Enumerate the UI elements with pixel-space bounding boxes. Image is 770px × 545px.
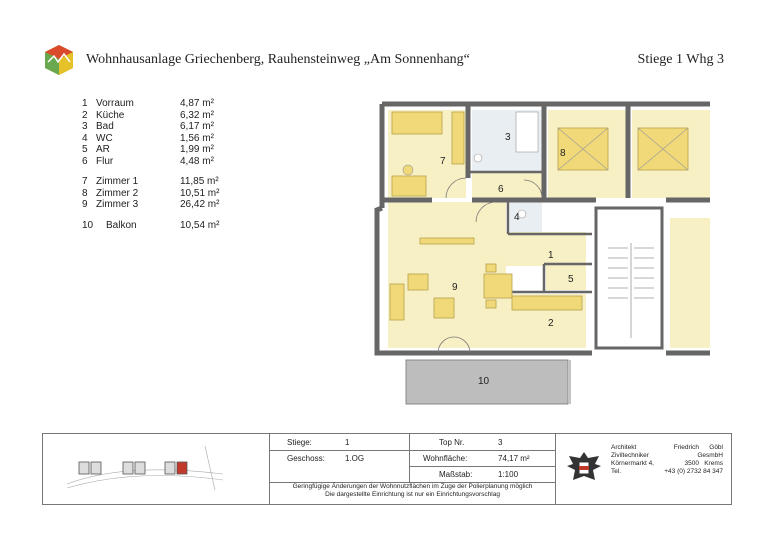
room-row: 1 Vorraum 4,87 m² (82, 98, 214, 109)
top-value: 3 (498, 438, 503, 447)
room-row: 7 Zimmer 1 11,85 m² (82, 176, 219, 187)
wohnflaeche-label: Wohnfläche: (423, 454, 468, 463)
room-list (82, 98, 232, 231)
architect-block: Architekt Friedrich Göbl Ziviltechniker GesmbH Körnermarkt 4, 3500 Krems Tel. +43 (0) 2732 84 347 (611, 444, 723, 475)
room-6-fill (472, 172, 542, 198)
room-row: 2 Küche 6,32 m² (82, 109, 214, 121)
plan-label-7: 7 (440, 156, 446, 167)
sofa (390, 284, 404, 320)
plan-label-8: 8 (560, 148, 566, 159)
room-row: 6 Flur 4,48 m² (82, 155, 214, 167)
bed-7 (392, 112, 442, 134)
eagle-emblem-icon (565, 448, 603, 488)
highlighted-building (177, 462, 187, 474)
plan-label-10: 10 (478, 376, 490, 387)
stiege-label: Stiege: (287, 438, 312, 447)
chair-2 (486, 300, 496, 308)
plan-label-6: 6 (498, 184, 504, 195)
geschoss-value: 1.OG (345, 454, 365, 463)
room-5-fill (546, 266, 586, 290)
stair-rail (420, 238, 474, 244)
top-label: Top Nr. (439, 438, 465, 447)
dining-table (484, 274, 512, 298)
desk-7 (392, 176, 426, 196)
room-row: 9 Zimmer 3 26,42 m² (82, 199, 220, 210)
page-title: Wohnhausanlage Griechenberg, Rauhensteinweg „Am Sonnenhang“ (86, 52, 470, 67)
kitchen-counter (512, 296, 582, 310)
massstab-label: Maßstab: (439, 470, 473, 479)
plan-label-4: 4 (514, 212, 520, 223)
room-row: 4 WC 1,56 m² (82, 132, 214, 144)
wohnflaeche-value: 74,17 m² (498, 454, 530, 463)
stiege-value: 1 (345, 438, 350, 447)
room-1-fill (506, 232, 586, 266)
plan-label-2: 2 (548, 318, 554, 329)
plan-label-9: 9 (452, 282, 458, 293)
wardrobe-7 (452, 112, 464, 164)
unit-identifier: Stiege 1 Whg 3 (637, 52, 724, 67)
plan-label-3: 3 (505, 132, 511, 143)
armchair-1 (408, 274, 428, 290)
massstab-value: 1:100 (498, 470, 519, 479)
site-plan-thumbnail (65, 444, 225, 492)
plan-label-1: 1 (548, 250, 554, 261)
neighbor-right-fill (670, 218, 710, 348)
room-row: 5 AR 1,99 m² (82, 144, 214, 155)
room-row: 10 Balkon 10,54 m² (82, 219, 220, 231)
room-row: 8 Zimmer 2 10,51 m² (82, 187, 220, 199)
armchair-2 (434, 298, 454, 318)
geschoss-label: Geschoss: (287, 454, 325, 463)
plan-label-5: 5 (568, 274, 574, 285)
chair-1 (486, 264, 496, 272)
room-row: 3 Bad 6,17 m² (82, 121, 214, 132)
title-block (42, 433, 732, 505)
floor-plan (372, 98, 710, 408)
disclaimer: Geringfügige Änderungen der Wohnnutzflächen im Zuge der Polierplanung möglich Die dargestellte Einrichtung ist nur ein Einrichtungsvorschlag (292, 483, 533, 498)
company-logo (44, 44, 74, 76)
